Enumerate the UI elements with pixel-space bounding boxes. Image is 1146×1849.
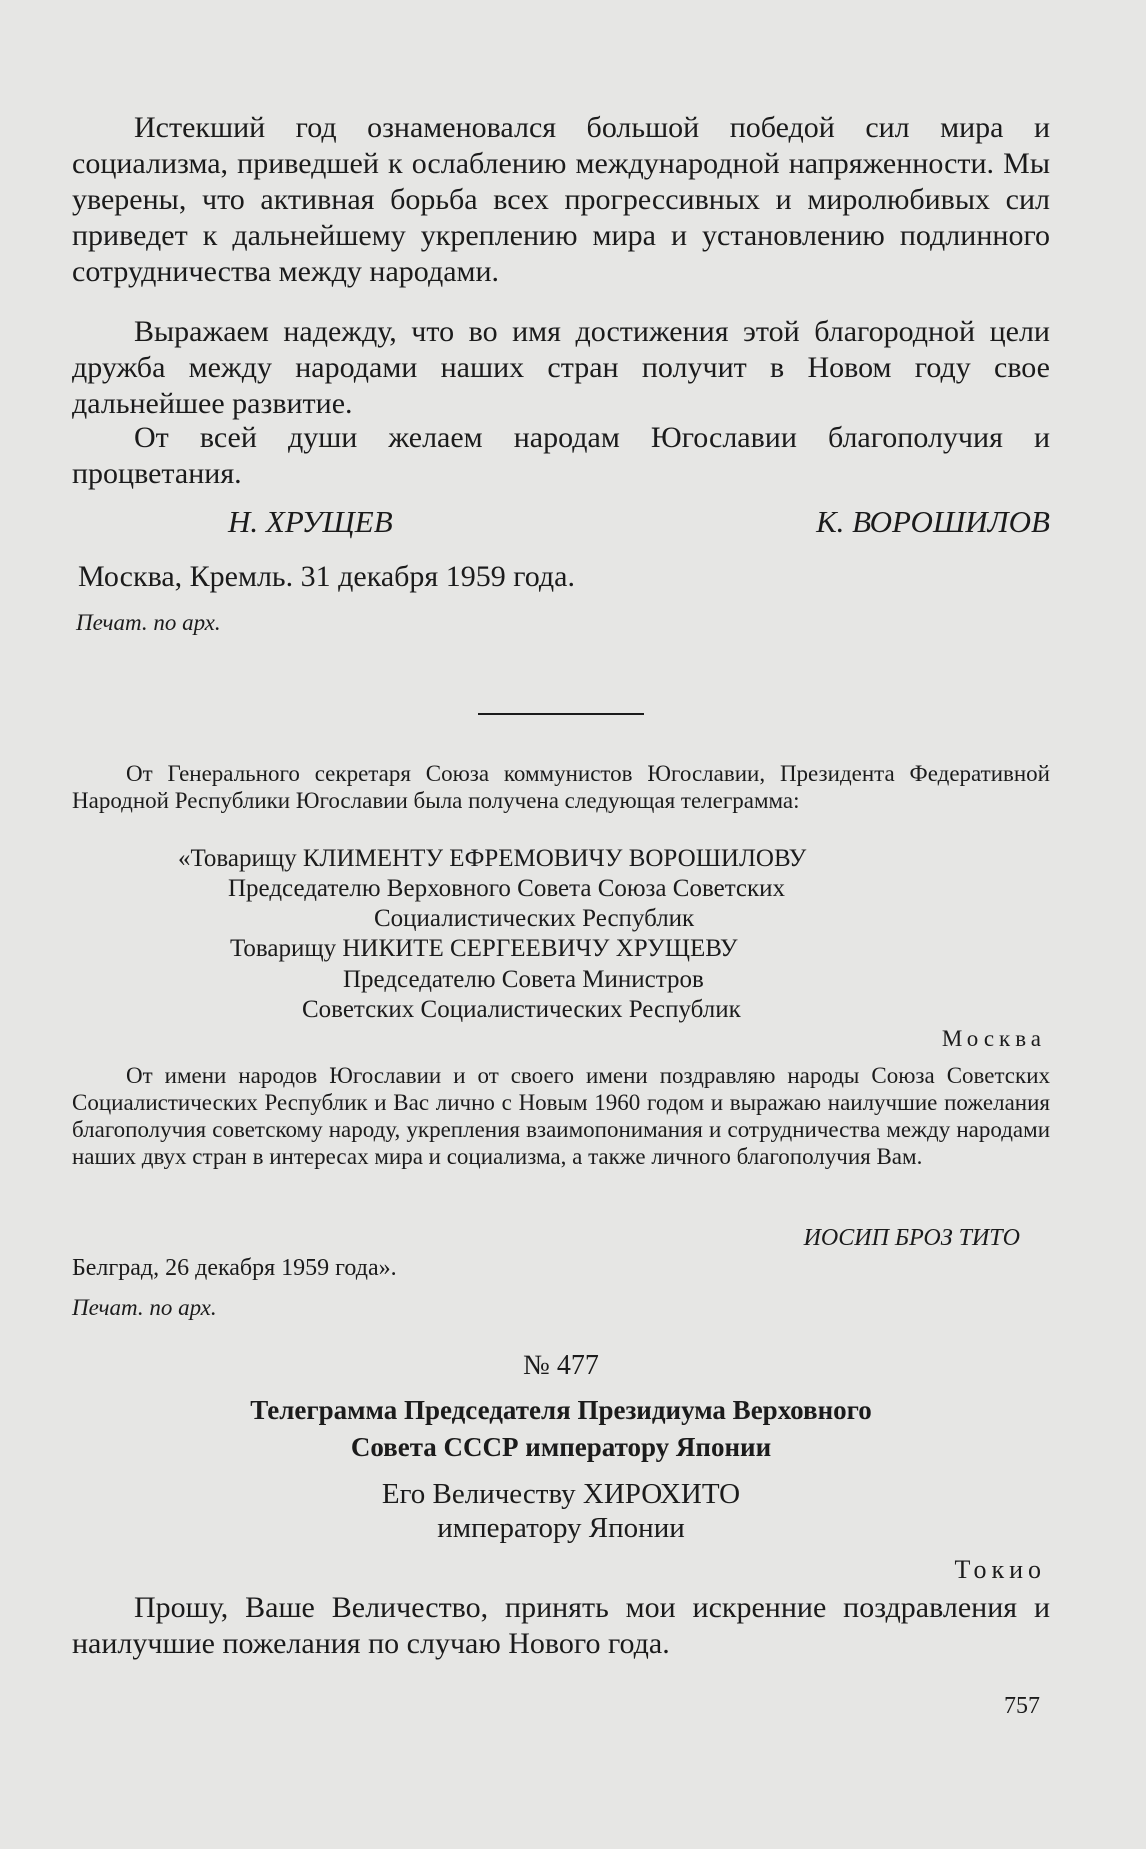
signature-khrushchev: Н. ХРУЩЕВ [228,504,393,539]
address-emperor: императору Японии [437,1512,685,1544]
destination-moscow: Москва [941,1026,1046,1051]
voroshilov-greeting: Прошу, Ваше Величество, принять мои искренние поздравления и наилучшие пожелания по случаю Нового года. [72,1591,1050,1660]
address-line-voroshilov: «Товарищу КЛИМЕНТУ ЕФРЕМОВИЧУ ВОРОШИЛОВУ [178,845,807,872]
address-hirohito: Его Величеству ХИРОХИТО [381,1478,741,1510]
closing-paragraph-3: От всей души желаем народам Югославии благополучия и процветания. [72,421,1050,490]
address-line-republics: Социалистических Республик [374,905,695,932]
signature-tito: ИОСИП БРОЗ ТИТО [803,1225,1020,1251]
tito-message: От имени народов Югославии и от своего имени поздравляю народы Союза Советских Социалистических Республик и Вас лично с Новым 1960 годом и выражаю наилучшие пожелания благополучия советскому народу, укрепления взаимопонимания и сотрудничества между народами наших двух стран в интересах мира и социализма, а также личного благополучия Вам. [72,1063,1050,1169]
signature-voroshilov: К. ВОРОШИЛОВ [816,504,1050,539]
address-line-soviet-republics: Советских Социалистических Республик [302,996,741,1023]
page-number: 757 [1004,1693,1040,1719]
address-line-presidium: Председателю Верховного Совета Союза Советских [228,875,786,902]
place-date-belgrade: Белград, 26 декабря 1959 года». [72,1255,397,1281]
document-number: № 477 [523,1350,599,1381]
closing-paragraph-1: Истекший год ознаменовался большой победой сил мира и социализма, приведшей к ослаблению международной напряженности. Мы уверены, что активная борьба всех прогрессивных и миролюбивых сил приведет к дальнейшему укреплению мира и установлению подлинного сотрудничества между народами. [72,111,1050,288]
closing-paragraph-2: Выражаем надежду, что во имя достижения этой благородной цели дружба между народами наших стран получит в Новом году свое дальнейшее развитие. [72,315,1050,420]
address-line-council: Председателю Совета Министров [343,966,704,993]
address-line-khrushchev: Товарищу НИКИТЕ СЕРГЕЕВИЧУ ХРУЩЕВУ [230,935,738,962]
place-date-moscow: Москва, Кремль. 31 декабря 1959 года. [78,560,575,593]
telegram-intro: От Генерального секретаря Союза коммунистов Югославии, Президента Федеративной Народной Республики Югославии была получена следующая телеграмма: [72,761,1050,813]
section-divider [478,713,644,715]
archive-source-1: Печат. по арх. [76,610,221,635]
document-title-line-2: Совета СССР императору Японии [350,1432,772,1462]
archive-source-2: Печат. по арх. [72,1295,217,1320]
document-title-line-1: Телеграмма Председателя Президиума Верховного [250,1395,872,1425]
destination-tokyo: Токио [954,1555,1046,1584]
